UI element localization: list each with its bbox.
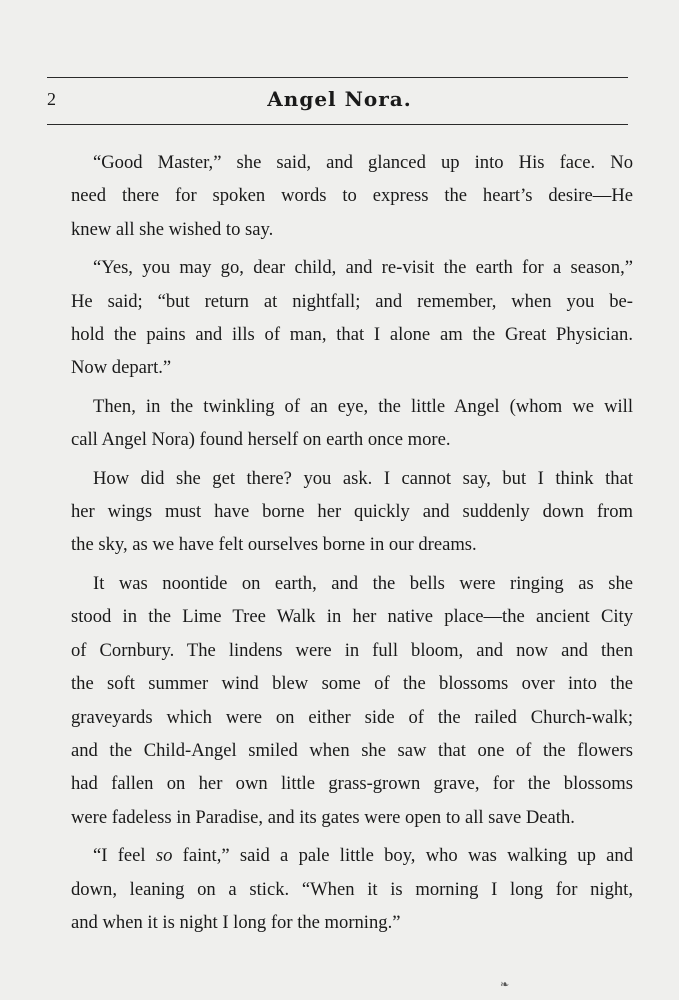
text-line: of Cornbury. The lindens were in full bloom, and now and then [71, 639, 633, 661]
header-rule-top [47, 77, 628, 78]
text-line: It was noontide on earth, and the bells were ringing as she [93, 572, 633, 594]
paragraph [49, 567, 633, 834]
page-number: 2 [47, 89, 56, 109]
header-rule-bottom [47, 124, 628, 125]
text-line: “I feel so faint,” said a pale little boy, who was walking up and [93, 845, 634, 867]
text-line: hold the pains and ills of man, that I alone am the Great Physician. [71, 324, 633, 346]
body-text [49, 146, 633, 939]
emphasis: so [155, 845, 173, 867]
text-line: and the Child-Angel smiled when she saw that one of the flowers [71, 739, 633, 761]
text-line: knew all she wished to say. [71, 218, 274, 240]
paragraph [49, 251, 633, 385]
text-line: “Good Master,” she said, and glanced up into His face. No [93, 152, 633, 173]
text-line: the soft summer wind blew some of the blossoms over into the [71, 673, 633, 695]
text-line: call Angel Nora) found herself on earth once more. [71, 429, 451, 451]
text-line: her wings must have borne her quickly and suddenly down from [71, 501, 633, 523]
text-line: and when it is night I long for the morning.” [71, 911, 401, 933]
paragraph [49, 462, 633, 562]
text-line: graveyards which were on either side of the railed Church-walk; [71, 706, 633, 728]
paragraph [49, 146, 633, 246]
paragraph [49, 839, 633, 939]
ink-speck-ornament: ❧ [500, 979, 510, 991]
text-line: need there for spoken words to express the heart’s desire—He [71, 185, 633, 207]
text-line: He said; “but return at nightfall; and remember, when you be- [71, 290, 633, 312]
text-line: Then, in the twinkling of an eye, the little Angel (whom we will [93, 395, 633, 417]
paragraph [49, 390, 633, 457]
text-line: “Yes, you may go, dear child, and re-visit the earth for a season,” [93, 257, 633, 279]
text-line: stood in the Lime Tree Walk in her native place—the ancient City [71, 606, 633, 628]
text-line: had fallen on her own little grass-grown grave, for the blossoms [71, 773, 633, 795]
text-line: How did she get there? you ask. I cannot say, but I think that [93, 467, 633, 489]
running-head: Angel Nora. [267, 87, 412, 111]
text-line: were fadeless in Paradise, and its gates were open to all save Death. [71, 806, 575, 828]
text-line: Now depart.” [71, 357, 172, 379]
text-line: the sky, as we have felt ourselves borne in our dreams. [71, 534, 477, 556]
text-line: down, leaning on a stick. “When it is morning I long for night, [71, 878, 633, 900]
